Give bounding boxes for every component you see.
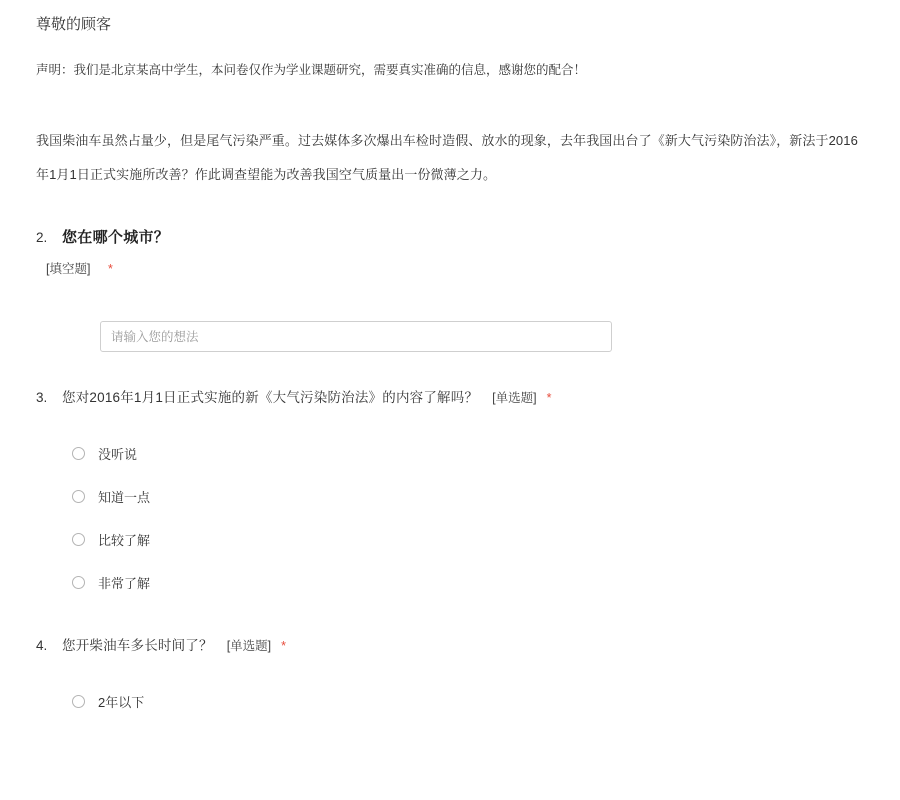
- question-3-option-2[interactable]: [72, 475, 864, 518]
- question-2-title: 您在哪个城市？: [62, 229, 170, 246]
- question-3-option-4[interactable]: [72, 561, 864, 604]
- question-3-option-1[interactable]: [72, 432, 864, 475]
- question-2: [36, 226, 864, 352]
- question-2-text-input[interactable]: [100, 321, 612, 352]
- question-4-options: [36, 680, 864, 723]
- question-2-input-wrap: [36, 321, 864, 352]
- question-3: [36, 386, 864, 604]
- question-3-type: [单选题]: [492, 391, 537, 405]
- question-4-option-1-label: 2年以下: [98, 695, 145, 710]
- survey-title: 尊敬的顾客: [36, 16, 112, 33]
- question-4-type: [单选题]: [226, 639, 272, 653]
- survey-statement: 声明：我们是北京某高中学生，本问卷仅作为学业课题研究，需要真实准确的信息，感谢您的配合！: [36, 63, 587, 77]
- question-2-number: 2.: [36, 230, 48, 245]
- question-4-header: [36, 634, 864, 654]
- question-3-option-1-label: 没听说: [98, 447, 138, 462]
- radio-icon[interactable]: [72, 447, 85, 460]
- radio-icon[interactable]: [72, 695, 85, 708]
- question-3-option-4-label: 非常了解: [98, 576, 151, 591]
- question-3-header: [36, 386, 864, 406]
- question-2-required: *: [107, 262, 113, 276]
- question-3-option-3-label: 比较了解: [98, 533, 151, 548]
- question-2-meta: [36, 259, 864, 277]
- question-2-header: [36, 226, 864, 247]
- radio-icon[interactable]: [72, 576, 85, 589]
- question-4: [36, 634, 864, 723]
- radio-icon[interactable]: [72, 533, 85, 546]
- survey-intro: 我国柴油车虽然占量少，但是尾气污染严重。过去媒体多次爆出车检时造假、放水的现象，去年我国出台了《新大气污染防治法》，新法于2016年1月1日正式实施所改善？作此调查望能为改善我国空气质量出一份微薄之力。: [36, 133, 858, 182]
- question-3-required: *: [546, 391, 552, 405]
- question-3-option-3[interactable]: [72, 518, 864, 561]
- question-3-title: 您对2016年1月1日正式实施的新《大气污染防治法》的内容了解吗？: [62, 390, 479, 405]
- question-4-title: 您开柴油车多长时间了？: [62, 638, 213, 653]
- question-3-option-2-label: 知道一点: [98, 490, 151, 505]
- radio-icon[interactable]: [72, 490, 85, 503]
- question-2-type: [填空题]: [46, 262, 91, 276]
- question-4-number: 4.: [36, 638, 48, 653]
- question-4-option-1[interactable]: [72, 680, 864, 723]
- question-3-options: [36, 432, 864, 604]
- question-3-number: 3.: [36, 390, 48, 405]
- question-4-required: *: [281, 639, 287, 653]
